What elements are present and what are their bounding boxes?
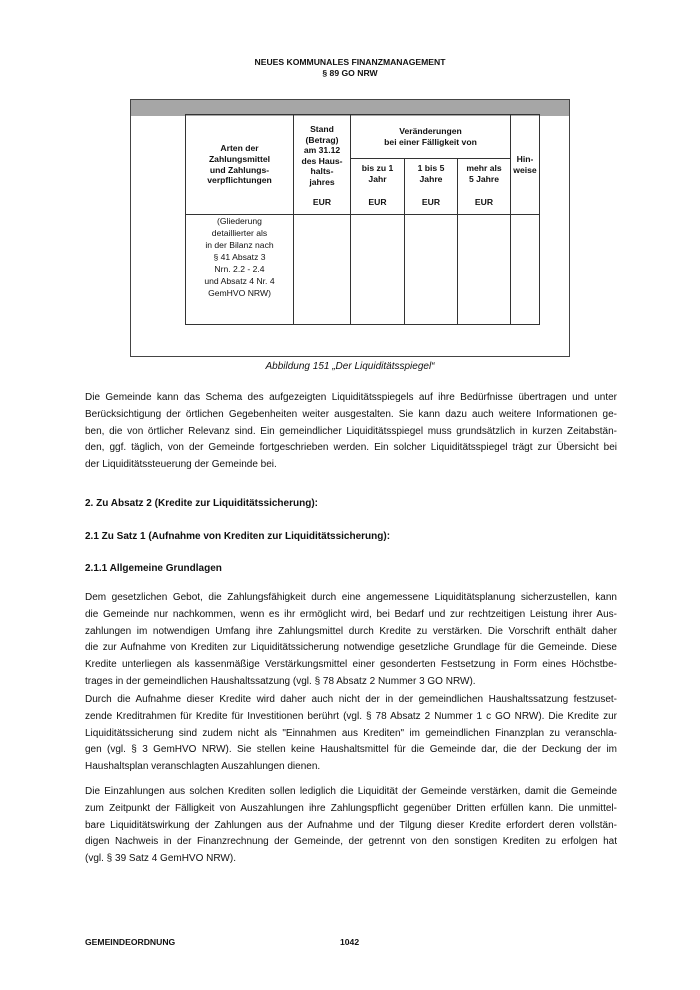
page-header [0,57,700,79]
header-hinweise: Hin- weise [511,115,540,215]
unit-stand: EUR [294,191,351,215]
subheader-mehr-als-5-jahre: mehr als 5 Jahre [458,159,511,191]
empty-cell [351,215,405,325]
unit-bis-1-jahr: EUR [351,191,405,215]
heading-section-2-1: 2.1 Zu Satz 1 (Aufnahme von Krediten zur Liquiditätssicherung): [85,531,391,542]
header-veraenderungen: Veränderungen bei einer Fälligkeit von [351,115,511,159]
empty-cell [294,215,351,325]
liquidity-table [185,114,540,325]
empty-cell [458,215,511,325]
subheader-bis-1-jahr: bis zu 1 Jahr [351,159,405,191]
table-note-cell: (Gliederung detaillierter als in der Bilanz nach § 41 Absatz 3 Nrn. 2.2 - 2.4 und Absatz 4 Nr. 4 GemHVO NRW) [186,215,294,325]
subheader-1-bis-5-jahre: 1 bis 5 Jahre [405,159,458,191]
paragraph-2: Dem gesetzlichen Gebot, die Zahlungsfähigkeit durch eine angemessene Liquiditätsplanung sicherzustellen, kann die Gemeinde nur nachkommen, wenn es ihr ermöglicht wird, bei Bedarf und zur rechtzeitigen Leistung ihrer Aus- zahlungen im notwendigen Umfang ihre Zahlungsmittel durch Kredite zu verstärken. Die Vorschrift enthält daher die zur Aufnahme von Krediten zur Liquiditätssicherung notwendige gesetzliche Grundlage für die Gemeinde. Diese Kredite unterliegen als kassenmäßige Verstärkungsmittel einer gesonderten Festsetzung in Form eines Höchstbe- trages in der gemeindlichen Haushaltssatzung (vgl. § 78 Absatz 2 Nummer 3 GO NRW). [85,592,617,687]
paragraph-3: Durch die Aufnahme dieser Kredite wird daher auch nicht der in der gemeindlichen Haushaltssatzung festzuset- zende Kreditrahmen für Kredite für Investitionen berührt (vgl. § 78 Absatz 2 Nummer 1 c GO NRW). Die Kredite zur Liquiditätssicherung sind zudem nicht als "Einnahmen aus Krediten" im gemeindlichen Finanzplan zu veranschla- gen (vgl. § 3 GemHVO NRW). Sie stellen keine Haushaltsmittel für die Gemeinde dar, die der Deckung der im Haushaltsplan veranschlagten Auszahlungen dienen. [85,694,617,773]
empty-cell [511,215,540,325]
unit-mehr-als-5-jahre: EUR [458,191,511,215]
paragraph-4: Die Einzahlungen aus solchen Krediten sollen lediglich die Liquidität der Gemeinde verstärken, damit die Gemeinde zum Zeitpunkt der Fälligkeit von Auszahlungen ihre Zahlungspflicht gegenüber Dritten erfüllen kann. Die unmittel- bare Liquiditätswirkung der Zahlungen aus der Aufnahme und der Tilgung dieser Kredite erfordert deren vollstän- digen Nachweis in der Finanzrechnung der Gemeinde, der getrennt von den sonstigen Krediten zu erfolgen hat (vgl. § 39 Satz 4 GemHVO NRW). [85,786,617,865]
header-arten: Arten der Zahlungsmittel und Zahlungs- verpflichtungen [186,115,294,215]
paragraph-1: Die Gemeinde kann das Schema des aufgezeigten Liquiditätsspiegels auf ihre Bedürfnisse übertragen und unter Berücksichtigung der örtlichen Gegebenheiten weiter ausgestalten. Sie kann dazu auch weitere Informationen ge- ben, die von örtlicher Relevanz sind. Ein gemeindlicher Liquiditätsspiegel muss grundsätzlich in kurzen Zeitabstän- den, ggf. täglich, von der Gemeinde fortgeschrieben werden. Ein solcher Liquiditätsspiegel trägt zur Übersicht bei der Liquiditätssteuerung der Gemeinde bei. [85,392,617,471]
figure-caption: Abbildung 151 „Der Liquiditätsspiegel“ [265,361,435,372]
heading-section-2-1-1: 2.1.1 Allgemeine Grundlagen [85,563,222,574]
header-section: § 89 GO NRW [322,68,378,78]
unit-1-bis-5-jahre: EUR [405,191,458,215]
header-stand: Stand (Betrag) am 31.12 des Haus- halts- jahres [294,115,351,191]
footer-title: GEMEINDEORDNUNG [85,937,176,947]
heading-section-2: 2. Zu Absatz 2 (Kredite zur Liquiditätssicherung): [85,498,318,509]
empty-cell [405,215,458,325]
header-title: NEUES KOMMUNALES FINANZMANAGEMENT [254,57,446,67]
page-number: 1042 [340,937,360,947]
